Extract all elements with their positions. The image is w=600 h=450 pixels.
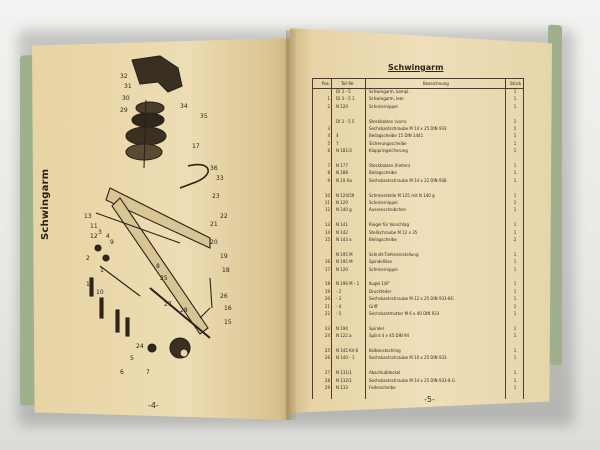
- quantity-cell: 1: [513, 200, 517, 205]
- quantity-cell: 1: [513, 103, 517, 109]
- table-row: [313, 259, 523, 265]
- table-row: [313, 355, 523, 361]
- callout-number: 34: [180, 103, 188, 110]
- table-row: [313, 163, 523, 169]
- quantity-cell: 1: [513, 259, 517, 265]
- description-cell: Abschlußdeckel: [369, 370, 401, 376]
- table-row: [313, 311, 523, 317]
- description-cell: Beilagscheibe: [369, 170, 397, 176]
- part-number-cell: N 196 M - 1: [336, 281, 360, 287]
- callout-number: 29: [120, 107, 128, 114]
- callout-number: 2: [86, 255, 90, 262]
- callout-number: 31: [124, 83, 132, 90]
- quantity-cell: 1: [513, 266, 517, 272]
- part-number-cell: N 142: [336, 229, 348, 235]
- quantity-cell: 1: [513, 192, 517, 198]
- quantity-cell: 1: [513, 177, 517, 183]
- callout-number: 20: [210, 239, 218, 246]
- quantity-cell: 1: [513, 325, 517, 331]
- column-header-description: Bezeichnung: [423, 81, 449, 86]
- callout-number: 11: [90, 223, 98, 230]
- callout-number: 23: [212, 193, 220, 200]
- callout-number: 10: [96, 289, 104, 296]
- callout-number: 15: [224, 319, 232, 326]
- callout-number: 30: [122, 95, 130, 102]
- part-number-cell: - 2: [336, 288, 342, 294]
- part-number-cell: N 195 M: [336, 259, 353, 265]
- pin-part: [116, 310, 119, 332]
- table-row: [313, 267, 523, 273]
- pos-cell: 28: [324, 377, 330, 383]
- pin-part: [100, 298, 103, 318]
- pos-cell: 3: [327, 126, 330, 131]
- description-cell: Federscheibe: [369, 385, 396, 390]
- table-row: [313, 119, 523, 125]
- table-row: [313, 348, 523, 354]
- pos-cell: 9: [327, 177, 330, 183]
- column-header-quantity: Stück: [510, 81, 522, 86]
- table-row: [313, 148, 523, 154]
- pulley-part: [126, 127, 166, 145]
- quantity-cell: 1: [513, 229, 517, 235]
- description-cell: Schmiernippel: [369, 266, 398, 272]
- quantity-cell: 2: [513, 237, 517, 242]
- quantity-cell: 1: [513, 370, 517, 376]
- callout-number: 14: [86, 281, 94, 288]
- quantity-cell: 1: [513, 207, 517, 213]
- table-row: [313, 341, 523, 347]
- quantity-cell: 1: [513, 311, 517, 316]
- pos-cell: 8: [327, 170, 330, 176]
- description-cell: Schwingarm, leer: [369, 96, 404, 102]
- pos-cell: 23: [324, 325, 330, 331]
- part-number-cell: DI 3 - 5 5: [336, 118, 355, 124]
- description-cell: Sechskantschraube M 14 x 25 DIN 933: [369, 126, 447, 131]
- description-cell: Schmiernippel: [369, 103, 398, 109]
- book-gutter: [286, 30, 296, 420]
- table-row: [313, 104, 523, 110]
- quantity-cell: 1: [513, 170, 517, 176]
- table-row: [313, 141, 523, 147]
- washer-part: [148, 344, 156, 352]
- quantity-cell: 1: [513, 385, 517, 390]
- description-cell: Steckbolzen (vorn): [369, 118, 407, 124]
- table-row: [313, 363, 523, 369]
- description-cell: Schwingarm, kompl.: [369, 89, 410, 94]
- table-row: [313, 207, 523, 213]
- callout-number: 17: [192, 143, 200, 150]
- quantity-cell: 1: [513, 89, 517, 94]
- callout-number: 19: [220, 253, 228, 260]
- callout-number: 16: [224, 305, 232, 312]
- description-cell: Druckfeder: [369, 288, 392, 294]
- parts-table-body: [312, 87, 524, 399]
- part-number-cell: N 195 M: [336, 251, 353, 257]
- callout-number: 24: [136, 343, 144, 350]
- left-page-number: -4-: [148, 401, 159, 410]
- pos-cell: 18: [324, 281, 330, 287]
- pos-cell: 26: [324, 355, 330, 361]
- nut-part: [180, 349, 188, 357]
- description-cell: Stellschraube M 12 x 35: [369, 229, 418, 235]
- quantity-cell: 1: [513, 140, 517, 146]
- part-number-cell: N 181/3: [336, 148, 352, 154]
- quantity-cell: 1: [513, 288, 517, 294]
- pos-cell: 13: [324, 222, 330, 228]
- table-row: [313, 185, 523, 191]
- part-number-cell: - 5: [336, 311, 342, 316]
- callout-number: 4: [106, 233, 110, 240]
- part-number-cell: N 120: [336, 266, 348, 272]
- part-number-cell: N 120: [336, 103, 348, 109]
- parts-table-heading: Schwingarm: [388, 63, 444, 72]
- pin-part: [126, 318, 129, 336]
- quantity-cell: 1: [513, 281, 517, 287]
- table-row: [313, 281, 523, 287]
- quantity-cell: 1: [513, 303, 517, 309]
- part-number-cell: - 3: [336, 296, 342, 302]
- callout-number: 25: [160, 275, 168, 282]
- callout-number: 28: [180, 307, 188, 314]
- table-row: [313, 237, 523, 243]
- callout-number: 12: [90, 233, 98, 240]
- quantity-cell: 1: [513, 133, 517, 139]
- part-number-cell: DI 3 - 5 1: [336, 96, 355, 102]
- bearing-part: [132, 113, 164, 127]
- description-cell: Kugel 1/8": [369, 281, 390, 287]
- callout-number: 21: [210, 221, 218, 228]
- description-cell: Schnitt-Tiefeneinstellung: [369, 251, 419, 257]
- pos-cell: 1: [327, 96, 330, 102]
- part-number-cell: N 122 a: [336, 333, 352, 339]
- table-row: [313, 289, 523, 295]
- part-number-cell: N 131/1: [336, 370, 352, 376]
- description-cell: Griff: [369, 303, 378, 309]
- callout-number: 7: [146, 369, 150, 376]
- part-number-cell: 4: [336, 133, 339, 139]
- column-header-part-no: Teil-Nr.: [341, 81, 355, 86]
- washer-part: [103, 255, 109, 261]
- part-number-cell: N 140 g: [336, 207, 352, 213]
- description-cell: Sechskantmutter M 6 x 40 DIN 933: [369, 311, 440, 316]
- description-cell: Spindellöse: [369, 259, 392, 265]
- quantity-cell: 1: [513, 126, 517, 131]
- pos-cell: 20: [324, 296, 330, 302]
- callout-number: 33: [216, 175, 224, 182]
- quantity-cell: 1: [513, 296, 517, 302]
- table-row: [313, 296, 523, 302]
- quantity-cell: 1: [513, 377, 517, 383]
- pos-cell: 7: [327, 163, 330, 168]
- bearing-part: [136, 102, 164, 114]
- callout-number: 3: [98, 229, 102, 236]
- pos-cell: 27: [324, 370, 330, 376]
- description-cell: Beilagscheibe 15 DIN 1441: [369, 133, 424, 139]
- pos-cell: 10: [324, 192, 330, 198]
- callout-number: 6: [120, 369, 124, 376]
- table-row: [313, 126, 523, 132]
- callout-number: 9: [110, 239, 114, 246]
- column-header-pos: Pos.: [321, 81, 330, 86]
- table-row: [313, 215, 523, 221]
- table-row: [313, 333, 523, 339]
- diagram-side-title: Schwingarm: [40, 168, 51, 240]
- table-row: [313, 178, 523, 184]
- table-row: [313, 89, 523, 95]
- table-row: [313, 385, 523, 391]
- pos-cell: 24: [324, 333, 330, 339]
- callout-number: 26: [220, 293, 228, 300]
- description-cell: Steckbolzen (hinten): [369, 163, 411, 168]
- part-number-cell: N 188: [336, 170, 348, 176]
- pos-cell: 22: [324, 311, 330, 316]
- quantity-cell: 1: [513, 96, 517, 102]
- pos-cell: 16: [324, 259, 330, 265]
- part-number-cell: N 10 Aa: [336, 177, 352, 183]
- callout-number: 13: [84, 213, 92, 220]
- part-number-cell: - 4: [336, 303, 342, 309]
- callout-number: 8: [156, 263, 160, 270]
- description-cell: Sicherungsscheibe: [369, 140, 407, 146]
- table-row: [313, 230, 523, 236]
- table-row: [313, 244, 523, 250]
- table-row: [313, 96, 523, 102]
- callout-number: 27: [164, 301, 172, 308]
- part-number-cell: N 133: [336, 385, 348, 390]
- description-cell: Sechskantschraube M 14 x 25 DIN 933-8 G: [369, 377, 455, 383]
- part-number-cell: N 143 a: [336, 237, 352, 242]
- bracket-part: [132, 56, 182, 92]
- pos-cell: 14: [324, 229, 330, 235]
- part-number-cell: N 120: [336, 200, 348, 205]
- callout-number: 36: [210, 165, 218, 172]
- table-row: [313, 156, 523, 162]
- table-row: [313, 222, 523, 228]
- quantity-cell: 1: [513, 163, 517, 168]
- pos-cell: 4: [327, 133, 330, 139]
- pos-cell: 19: [324, 288, 330, 294]
- callout-number: 1: [100, 267, 104, 274]
- pos-cell: 2: [327, 103, 330, 109]
- pos-cell: 11: [324, 200, 330, 205]
- callout-number: 35: [200, 113, 208, 120]
- table-row: [313, 378, 523, 384]
- pos-cell: 12: [324, 207, 330, 213]
- description-cell: Riegel für Vorschlag: [369, 222, 410, 228]
- quantity-cell: 1: [513, 251, 517, 257]
- quantity-cell: 1: [513, 333, 517, 339]
- description-cell: Schmierstelle M 125 mit N 140 g: [369, 192, 435, 198]
- pos-cell: 6: [327, 148, 330, 154]
- description-cell: Sechskantschraube M 14 x 22 DIN 938: [369, 177, 447, 183]
- description-cell: Spindel: [369, 325, 384, 331]
- description-cell: Schmiernippel: [369, 200, 398, 205]
- pos-cell: 17: [324, 266, 330, 272]
- callout-number: 32: [120, 73, 128, 80]
- part-number-cell: N 124/59: [336, 192, 355, 198]
- callout-number: 5: [130, 355, 134, 362]
- table-row: [313, 304, 523, 310]
- quantity-cell: 1: [513, 222, 517, 228]
- part-number-cell: N 177: [336, 163, 348, 168]
- part-number-cell: N 140 - 1: [336, 355, 355, 361]
- washer-part: [95, 245, 101, 251]
- pos-cell: 29: [324, 385, 330, 390]
- quantity-cell: 1: [513, 148, 517, 154]
- exploded-parts-diagram: [60, 48, 270, 388]
- description-cell: Sechskantschraube M 12 x 25 DIN 933-8G: [369, 296, 454, 302]
- table-row: [313, 193, 523, 199]
- quantity-cell: 1: [513, 348, 517, 353]
- description-cell: Kolbenstechling: [369, 348, 401, 353]
- pos-cell: 15: [324, 237, 330, 242]
- part-number-cell: 7: [336, 140, 339, 146]
- part-number-cell: N 145 KV-6: [336, 348, 359, 353]
- callout-number: 22: [220, 213, 228, 220]
- table-row: [313, 200, 523, 206]
- table-row: [313, 318, 523, 324]
- description-cell: Klappringsicherung: [369, 148, 408, 154]
- description-cell: Aussenscheibchen: [369, 207, 407, 213]
- part-number-cell: DI 3 - 5: [336, 89, 351, 94]
- u-clip-part: [180, 165, 208, 188]
- right-page-number: -5-: [424, 395, 435, 404]
- quantity-cell: 1: [513, 118, 517, 124]
- callout-number: 18: [222, 267, 230, 274]
- table-row: [313, 133, 523, 139]
- pos-cell: 25: [324, 348, 330, 353]
- part-number-cell: N 194: [336, 325, 348, 331]
- quantity-cell: 1: [513, 355, 517, 361]
- description-cell: Beilagscheibe: [369, 237, 397, 242]
- table-row: [313, 170, 523, 176]
- table-row: [313, 111, 523, 117]
- part-number-cell: N 141: [336, 222, 348, 228]
- description-cell: Sechskantschraube M 10 x 25 DIN 933: [369, 355, 447, 361]
- description-cell: Splint 4 x 45 DIN 94: [369, 333, 410, 339]
- table-row: [313, 252, 523, 258]
- pos-cell: 21: [324, 303, 330, 309]
- table-row: [313, 326, 523, 332]
- table-row: [313, 274, 523, 280]
- table-row: [313, 370, 523, 376]
- pos-cell: 5: [327, 140, 330, 146]
- part-number-cell: N 132/1: [336, 377, 352, 383]
